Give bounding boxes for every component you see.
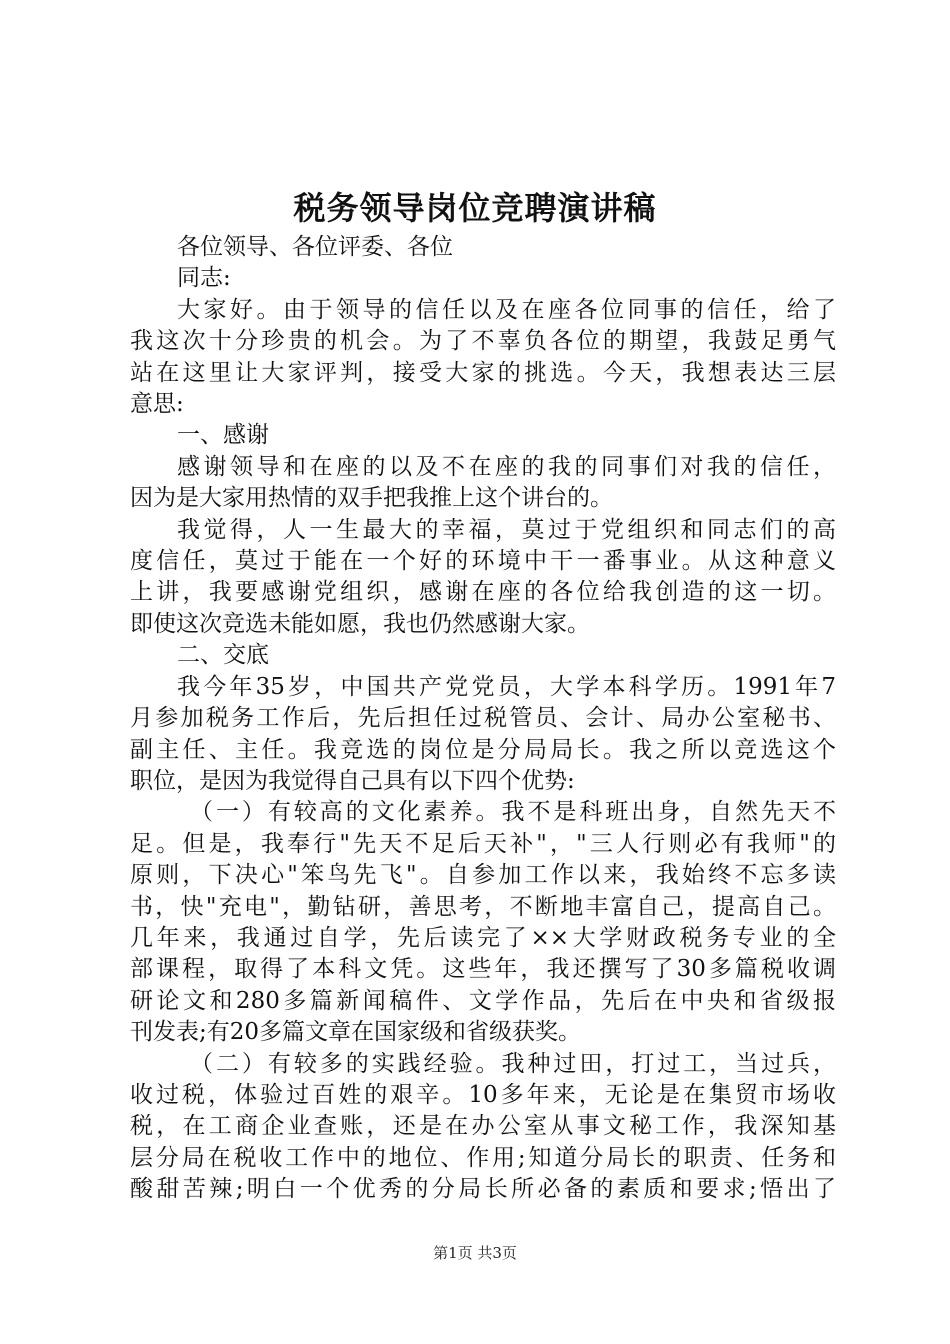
section-heading: 二、交底 <box>177 642 269 669</box>
paragraph-line: 即使这次竞选未能如愿，我也仍然感谢大家。 <box>130 610 590 637</box>
document-body <box>130 232 836 1206</box>
paragraph-line: 研论文和280多篇新闻稿件、文学作品，先后在中央和省级报 <box>130 987 836 1014</box>
paragraph-line: 月参加税务工作后，先后担任过税管员、会计、局办公室秘书、 <box>130 705 836 732</box>
paragraph-line: 我觉得，人一生最大的幸福，莫过于党组织和同志们的高 <box>177 516 836 543</box>
paragraph-line: 我这次十分珍贵的机会。为了不辜负各位的期望，我鼓足勇气 <box>130 328 836 355</box>
paragraph-line: 感谢领导和在座的以及不在座的我的同事们对我的信任， <box>177 453 836 480</box>
paragraph-line: （一）有较高的文化素养。我不是科班出身，自然先天不 <box>190 799 836 826</box>
salutation-line: 各位领导、各位评委、各位 <box>177 234 453 260</box>
page-number-footer: 第1页 共3页 <box>433 1244 517 1262</box>
paragraph-line: 酸甜苦辣;明白一个优秀的分局长所必备的素质和要求;悟出了 <box>130 1176 836 1203</box>
paragraph-line: 职位，是因为我觉得自己具有以下四个优势: <box>130 767 575 794</box>
paragraph-line: 刊发表;有20多篇文章在国家级和省级获奖。 <box>130 1019 582 1046</box>
paragraph-line: 几年来，我通过自学，先后读完了××大学财政税务专业的全 <box>130 924 836 951</box>
paragraph-line: 因为是大家用热情的双手把我推上这个讲台的。 <box>130 485 613 512</box>
paragraph-line: 大家好。由于领导的信任以及在座各位同事的信任，给了 <box>177 296 836 323</box>
paragraph-line: 上讲，我要感谢党组织，感谢在座的各位给我创造的这一切。 <box>130 579 836 606</box>
paragraph-line: 书，快"充电"，勤钻研，善思考，不断地丰富自己，提高自己。 <box>130 893 836 920</box>
paragraph-line: 意思: <box>130 391 184 418</box>
paragraph-line: 层分局在税收工作中的地位、作用;知道分局长的职责、任务和 <box>130 1144 836 1171</box>
paragraph-line: 收过税，体验过百姓的艰辛。10多年来，无论是在集贸市场收 <box>130 1081 836 1108</box>
paragraph-line: 度信任，莫过于能在一个好的环境中干一番事业。从这种意义 <box>130 548 836 575</box>
paragraph-line: 部课程，取得了本科文凭。这些年，我还撰写了30多篇税收调 <box>130 956 836 983</box>
paragraph-line: 原则，下决心"笨鸟先飞"。自参加工作以来，我始终不忘多读 <box>130 862 836 889</box>
section-heading: 一、感谢 <box>177 422 269 449</box>
document-title: 税务领导岗位竞聘演讲稿 <box>293 189 657 227</box>
paragraph-line: 我今年35岁，中国共产党党员，大学本科学历。1991年7 <box>177 673 836 700</box>
salutation-line: 同志: <box>177 265 231 292</box>
paragraph-line: （二）有较多的实践经验。我种过田，打过工，当过兵， <box>190 1050 836 1077</box>
paragraph-line: 副主任、主任。我竞选的岗位是分局局长。我之所以竞选这个 <box>130 736 836 763</box>
paragraph-line: 税，在工商企业查账，还是在办公室从事文秘工作，我深知基 <box>130 1113 836 1140</box>
paragraph-line: 站在这里让大家评判，接受大家的挑选。今天，我想表达三层 <box>130 359 836 386</box>
paragraph-line: 足。但是，我奉行"先天不足后天补"，"三人行则必有我师"的 <box>130 830 836 857</box>
